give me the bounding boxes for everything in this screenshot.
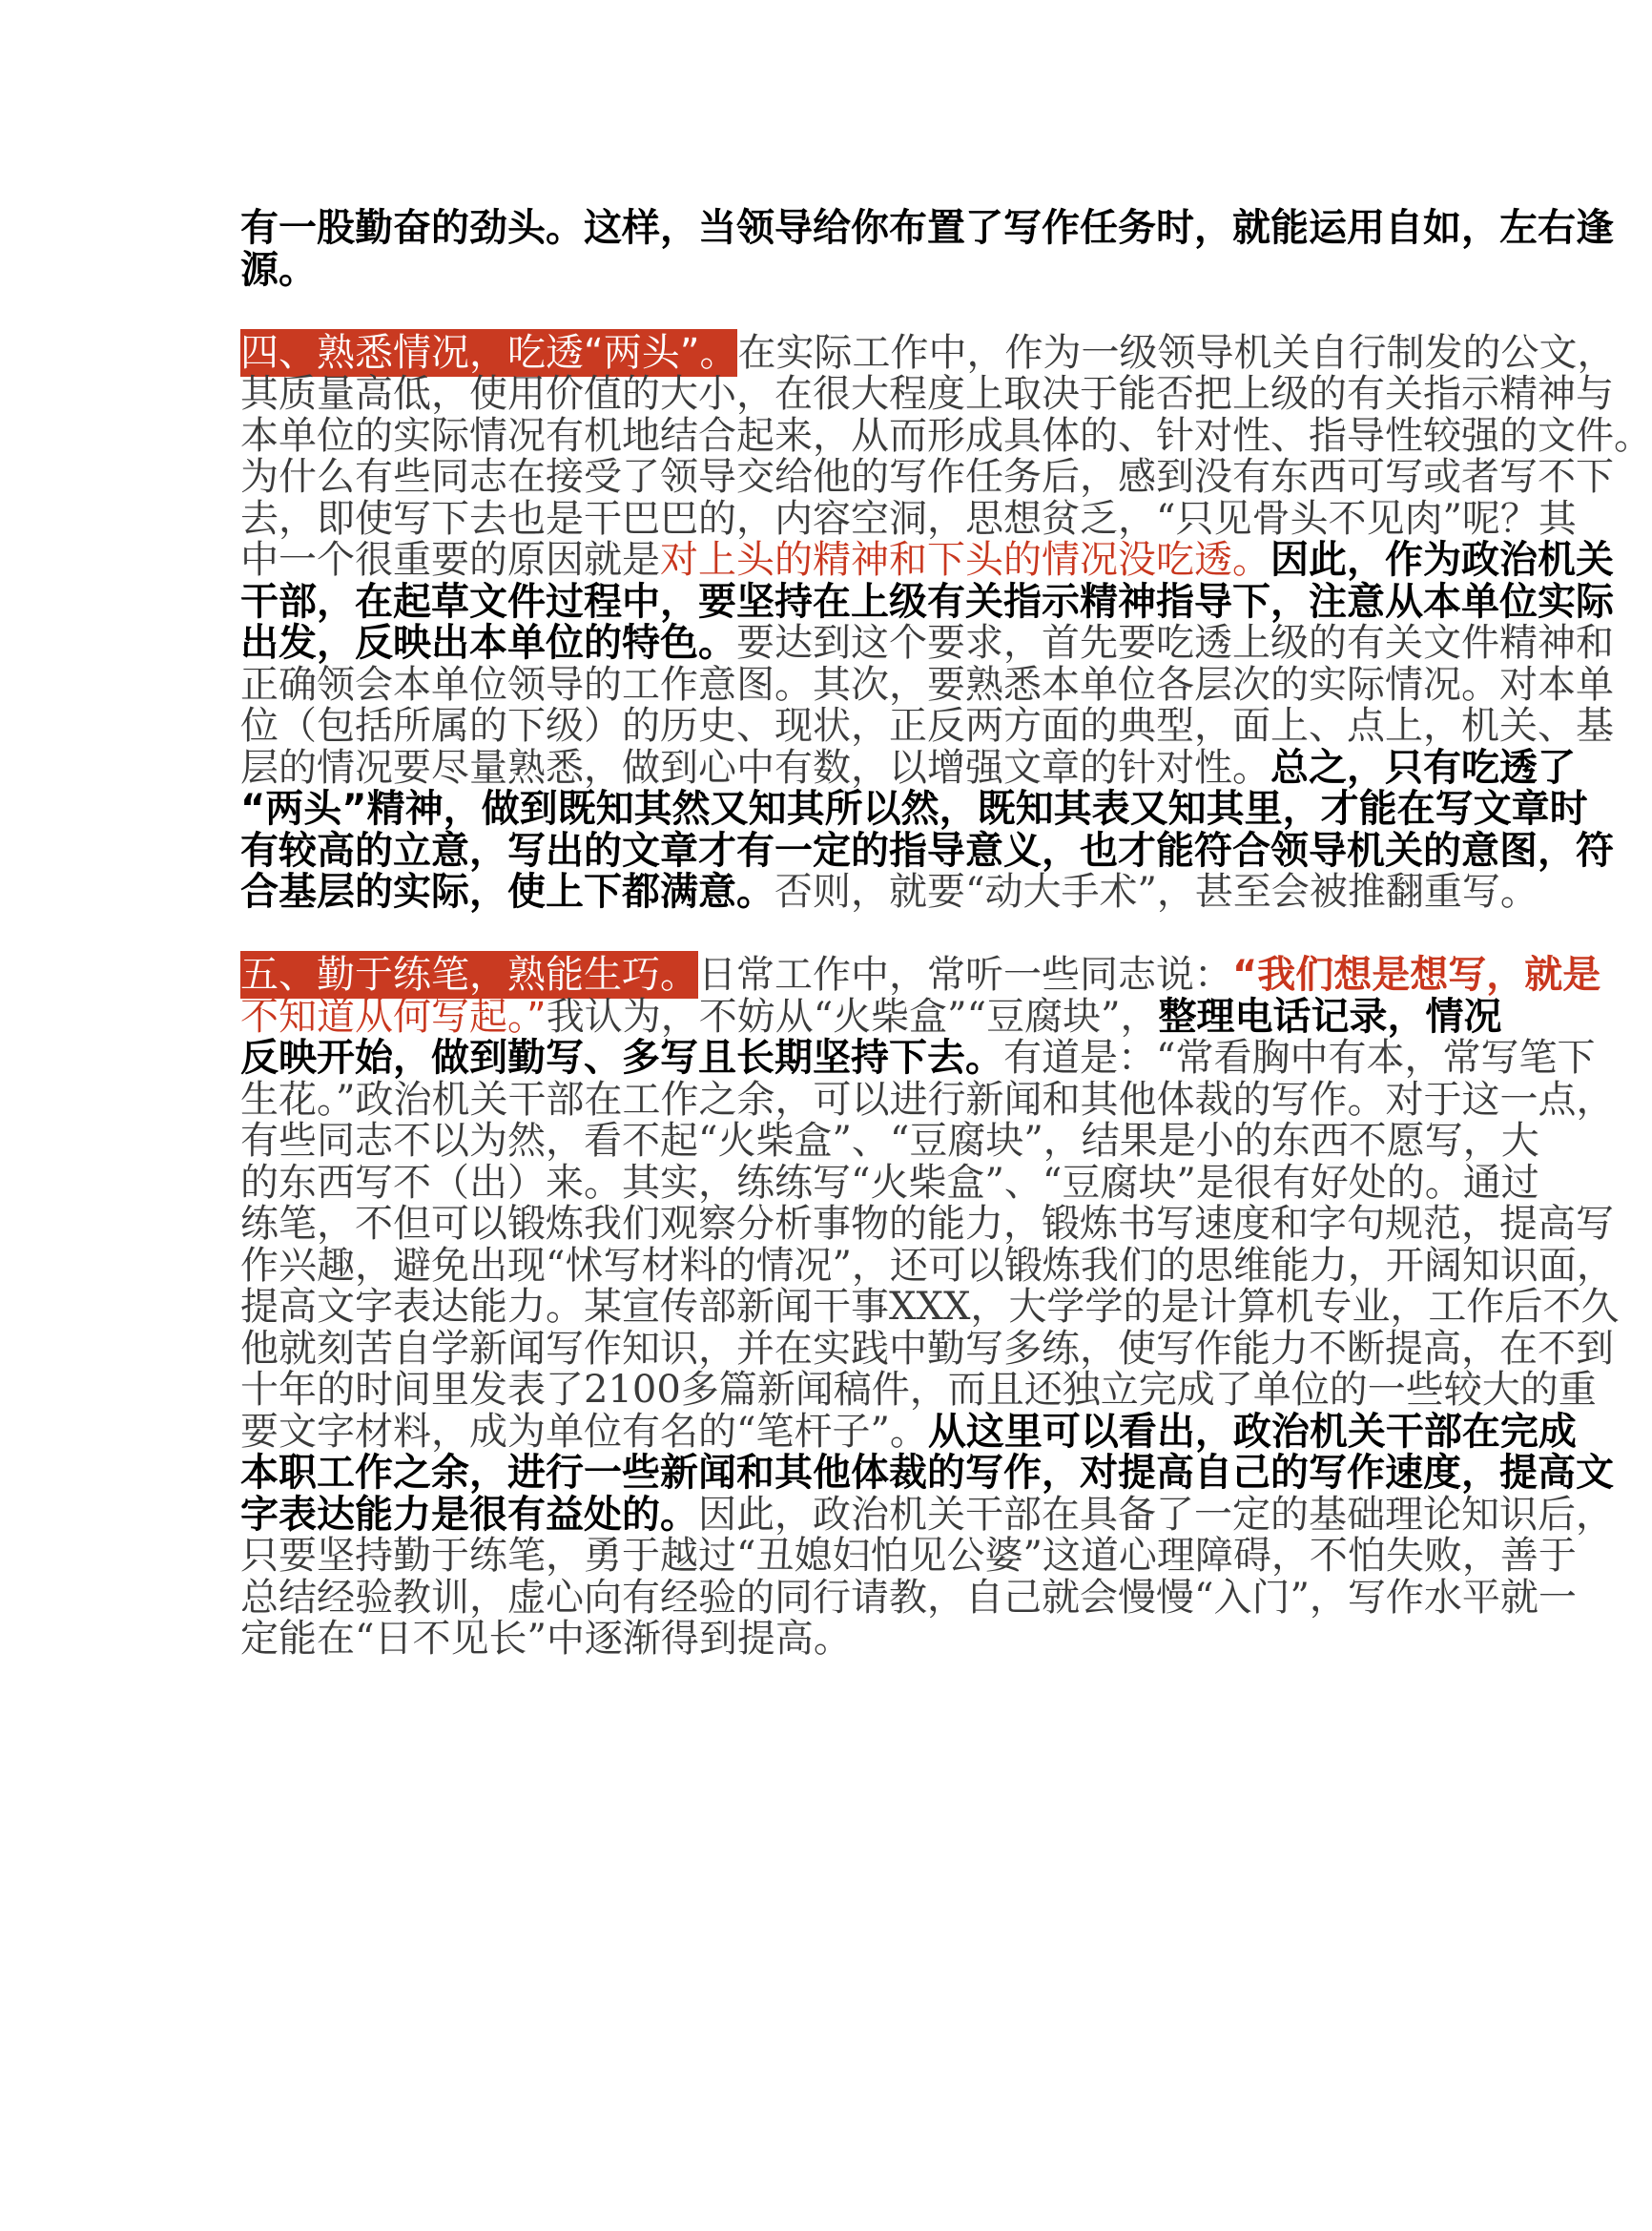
text-line <box>240 662 1614 707</box>
body-text: 的东西写不（出）来。其实，练练写“火柴盒”、“豆腐块”是很有好处的。通过 <box>240 1160 1539 1205</box>
body-text: 日常工作中，常听一些同志说： <box>698 953 1232 997</box>
text-line <box>240 538 1614 582</box>
text-line <box>240 1119 1539 1163</box>
section-heading: 五、勤于练笔，熟能生巧。 <box>240 953 698 997</box>
text-line <box>240 1368 1597 1412</box>
text-line <box>240 206 1614 250</box>
body-text: 提高文字表达能力。某宣传部新闻干事XXX，大学学的是计算机专业，工作后不久 <box>240 1285 1620 1329</box>
bold-text: 字表达能力是很有益处的。 <box>240 1492 698 1537</box>
body-text: 要达到这个要求，首先要吃透上级的有关文件精神和 <box>736 621 1614 665</box>
body-text: 否则，就要“动大手术”，甚至会被推翻重写。 <box>774 870 1538 914</box>
body-text: 本单位的实际情况有机地结合起来，从而形成具体的、针对性、指导性较强的文件。 <box>240 413 1652 458</box>
body-text: 位（包括所属的下级）的历史、现状，正反两方面的典型，面上、点上，机关、基 <box>240 704 1614 748</box>
text-line <box>240 745 1576 790</box>
bold-text: 从这里可以看出，政治机关干部在完成 <box>927 1409 1577 1454</box>
body-text: 有道是：“常看胸中有本，常写笔下 <box>1003 1036 1596 1080</box>
text-line <box>240 621 1614 665</box>
text-line <box>240 455 1614 499</box>
body-text: 因此，政治机关干部在具备了一定的基础理论知识后， <box>698 1492 1614 1537</box>
text-line <box>240 953 1601 997</box>
bold-text: 反映开始，做到勤写、多写且长期坚持下去。 <box>240 1036 1003 1080</box>
body-text: 要文字材料，成为单位有名的“笔杆子”。 <box>240 1409 928 1454</box>
text-line <box>240 1619 1351 1661</box>
text-line <box>240 413 1652 458</box>
bold-text: 合基层的实际，使上下都满意。 <box>240 870 774 914</box>
paragraph <box>240 953 1620 1661</box>
text-line <box>240 1160 1539 1205</box>
body-text: 生花。”政治机关干部在工作之余，可以进行新闻和其他体裁的写作。对于这一点， <box>240 1077 1615 1122</box>
body-text: 只要坚持勤于练笔，勇于越过“丑媳妇怕见公婆”这道心理障碍，不怕失败，善于 <box>240 1534 1577 1578</box>
text-line <box>240 372 1614 416</box>
paragraph <box>240 206 1614 292</box>
body-text: 总结经验教训，虚心向有经验的同行请教，自己就会慢慢“入门”，写作水平就一 <box>240 1575 1577 1620</box>
text-line <box>240 330 1616 375</box>
text-line <box>240 1534 1577 1578</box>
body-text: 练笔，不但可以锻炼我们观察分析事物的能力，锻炼书写速度和字句规范，提高写 <box>240 1202 1614 1246</box>
text-line <box>240 1409 1577 1454</box>
text-line <box>240 1243 1615 1288</box>
body-text: 我认为，不妨从“火柴盒”“豆腐块”， <box>546 994 1159 1039</box>
body-text: 中一个很重要的原因就是 <box>240 538 660 582</box>
text-line <box>240 1036 1596 1080</box>
body-text: 他就刻苦自学新闻写作知识，并在实践中勤写多练，使写作能力不断提高，在不到 <box>240 1326 1614 1371</box>
text-line <box>240 1451 1614 1495</box>
bold-text: 干部，在起草文件过程中，要坚持在上级有关指示精神指导下，注意从本单位实际 <box>240 579 1614 624</box>
red-text: 不知道从何写起。” <box>240 994 547 1039</box>
text-line <box>240 1285 1620 1329</box>
text-line <box>240 704 1614 748</box>
paragraph <box>240 330 1652 914</box>
bold-text: 总之，只有吃透了 <box>1270 745 1576 790</box>
text-line <box>240 787 1588 831</box>
text-line <box>240 496 1577 541</box>
bold-text: 本职工作之余，进行一些新闻和其他体裁的写作，对提高自己的写作速度，提高文 <box>240 1451 1614 1495</box>
text-line <box>240 247 1351 292</box>
bold-text: 整理电话记录，情况 <box>1158 994 1502 1039</box>
bold-text: 因此，作为政治机关 <box>1270 538 1614 582</box>
text-line <box>240 1202 1614 1246</box>
text-line <box>240 579 1614 624</box>
text-line <box>240 1326 1614 1371</box>
body-text: 正确领会本单位领导的工作意图。其次，要熟悉本单位各层次的实际情况。对本单 <box>240 662 1614 707</box>
body-text: 为什么有些同志在接受了领导交给他的写作任务后，感到没有东西可写或者写不下 <box>240 455 1614 499</box>
bold-text: “两头”精神，做到既知其然又知其所以然，既知其表又知其里，才能在写文章时 <box>240 787 1588 831</box>
body-text: 其质量高低，使用价值的大小，在很大程度上取决于能否把上级的有关指示精神与 <box>240 372 1614 416</box>
text-line <box>240 994 1502 1039</box>
body-text: 定能在“日不见长”中逐渐得到提高。 <box>240 1617 852 1661</box>
red-bold-text: “我们想是想写，就是 <box>1232 953 1601 997</box>
bold-text: 有较高的立意，写出的文章才有一定的指导意义，也才能符合领导机关的意图，符 <box>240 828 1614 873</box>
body-text: 有些同志不以为然，看不起“火柴盒”、“豆腐块”，结果是小的东西不愿写，大 <box>240 1119 1539 1163</box>
text-line <box>240 1575 1577 1620</box>
body-text: 层的情况要尽量熟悉，做到心中有数，以增强文章的针对性。 <box>240 745 1270 790</box>
bold-text: 出发，反映出本单位的特色。 <box>240 621 736 665</box>
body-text: 十年的时间里发表了2100多篇新闻稿件，而且还独立完成了单位的一些较大的重 <box>240 1368 1597 1412</box>
text-line <box>240 828 1614 873</box>
body-text: 作兴趣，避免出现“怵写材料的情况”，还可以锻炼我们的思维能力，开阔知识面， <box>240 1243 1615 1288</box>
text-line <box>240 870 1538 914</box>
body-text: 去，即使写下去也是干巴巴的，内容空洞，思想贫乏，“只见骨头不见肉”呢？其 <box>240 496 1577 541</box>
text-line <box>240 1492 1614 1537</box>
text-line <box>240 1077 1615 1122</box>
bold-text: 有一股勤奋的劲头。这样，当领导给你布置了写作任务时，就能运用自如，左右逢 <box>240 206 1614 250</box>
document-body <box>240 206 1652 1702</box>
section-heading: 四、熟悉情况，吃透“两头”。 <box>240 330 738 375</box>
red-text: 对上头的精神和下头的情况没吃透。 <box>660 538 1270 582</box>
body-text: 在实际工作中，作为一级领导机关自行制发的公文， <box>737 330 1616 375</box>
bold-text: 源。 <box>240 247 317 292</box>
